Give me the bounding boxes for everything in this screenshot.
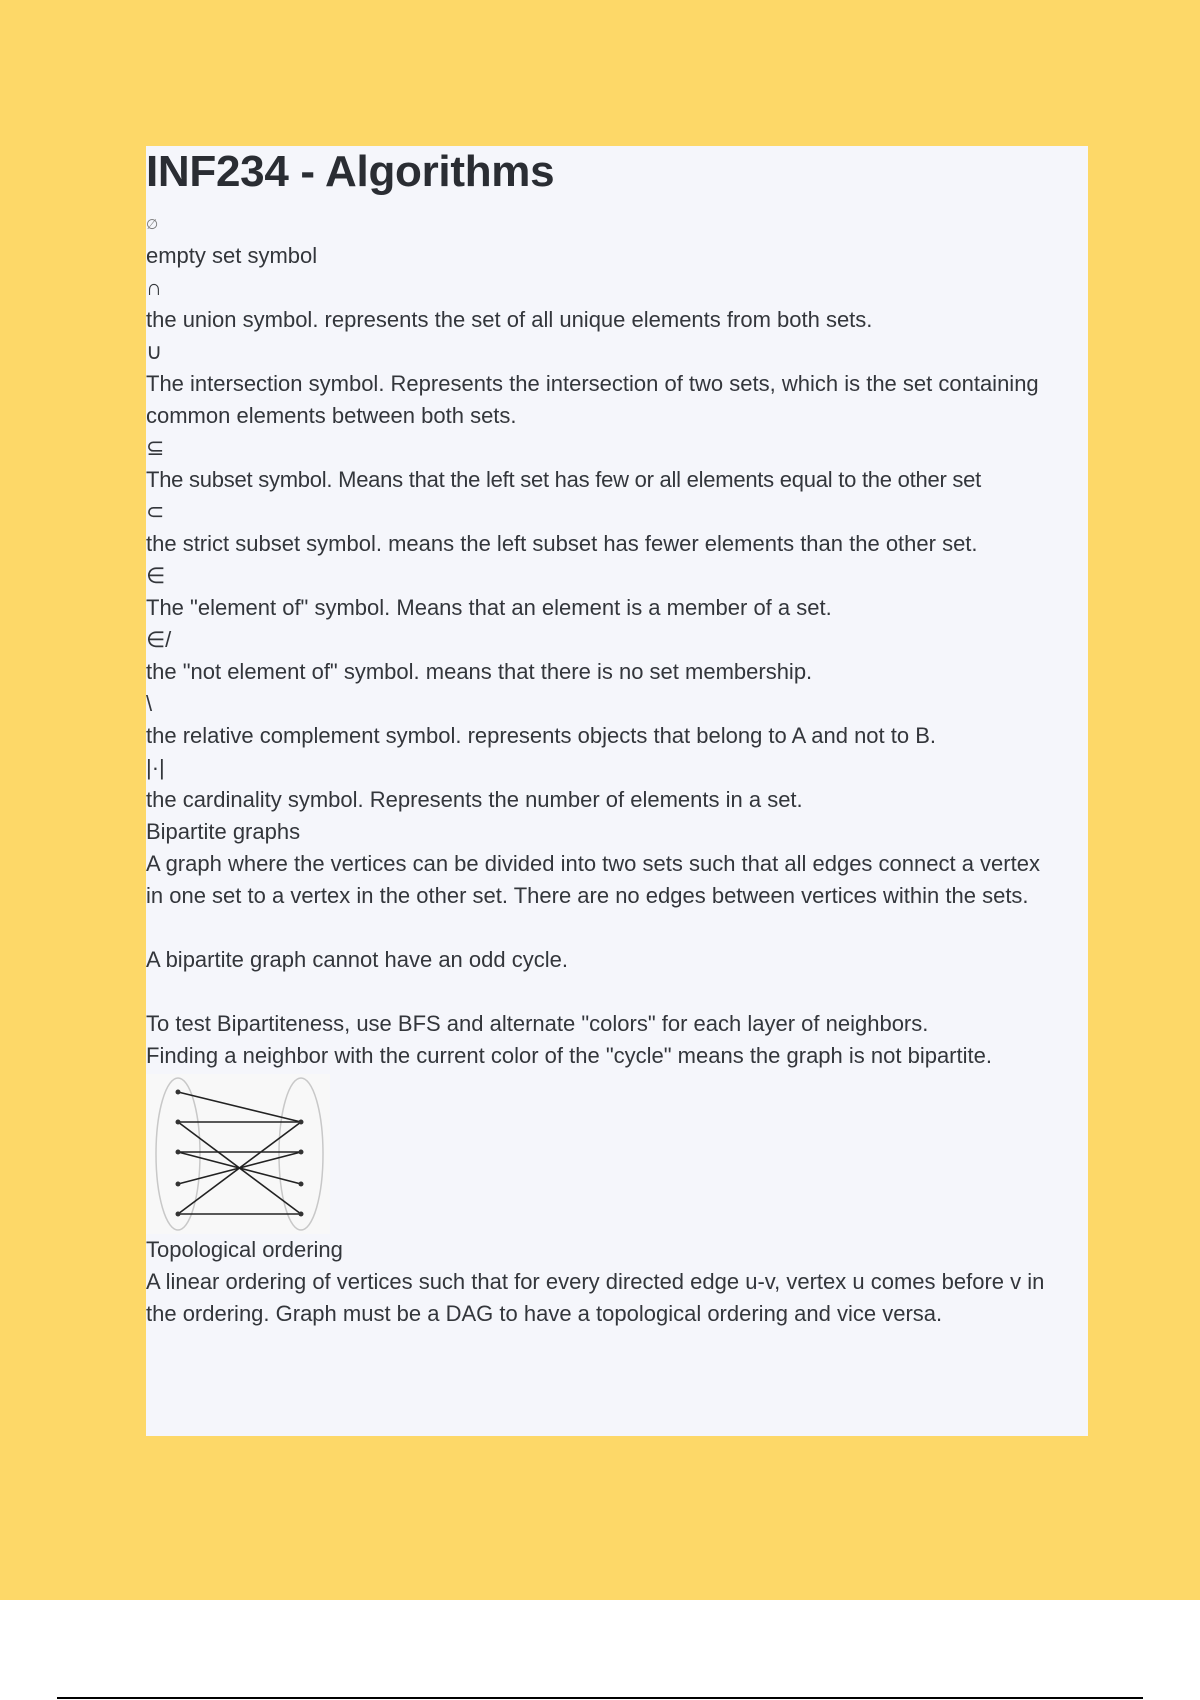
right-vertex xyxy=(299,1212,304,1217)
entry-symbol-relative-complement: \ xyxy=(146,691,153,716)
entry-text-element-of: The "element of" symbol. Means that an element is a member of a set. xyxy=(146,595,832,620)
right-vertex xyxy=(299,1182,304,1187)
right-vertex xyxy=(299,1150,304,1155)
entry-symbol-union: ∩ xyxy=(146,275,162,300)
entry-symbol-element-of: ∈ xyxy=(146,563,166,588)
entry-text-intersection: The intersection symbol. Represents the intersection of two sets, which is the set containing common elements between both sets. xyxy=(146,371,1039,428)
entry-symbol-subset: ⊆ xyxy=(146,435,165,460)
topological-definition: A linear ordering of vertices such that for every directed edge u-v, vertex u comes before v in the ordering. Graph must be a DAG to have a topological ordering and vice versa. xyxy=(146,1269,1045,1326)
spacer xyxy=(146,976,1088,1008)
graph-vertices xyxy=(176,1090,304,1217)
footer-divider xyxy=(57,1697,1143,1699)
right-vertex xyxy=(299,1120,304,1125)
entry-text-strict-subset: the strict subset symbol. means the left subset has fewer elements than the other set. xyxy=(146,531,978,556)
entry-text-relative-complement: the relative complement symbol. represents objects that belong to A and not to B. xyxy=(146,723,937,748)
entry-text-empty-set: empty set symbol xyxy=(146,243,318,268)
entry-text-union: the union symbol. represents the set of all unique elements from both sets. xyxy=(146,307,873,332)
bipartite-test-line-1: To test Bipartiteness, use BFS and alternate "colors" for each layer of neighbors. xyxy=(146,1011,929,1036)
left-vertex xyxy=(176,1120,181,1125)
left-vertex xyxy=(176,1212,181,1217)
symbol-entries xyxy=(146,208,1088,1330)
entry-text-not-element-of: the "not element of" symbol. means that there is no set membership. xyxy=(146,659,813,684)
entry-symbol-strict-subset: ⊂ xyxy=(146,499,165,524)
entry-symbol-cardinality: |·| xyxy=(146,755,165,780)
left-vertex xyxy=(176,1090,181,1095)
entry-text-cardinality: the cardinality symbol. Represents the number of elements in a set. xyxy=(146,787,803,812)
bipartite-definition: A graph where the vertices can be divided into two sets such that all edges connect a vertex in one set to a vertex in the other set. There are no edges between vertices within the sets. xyxy=(146,851,1040,908)
spacer xyxy=(146,912,1088,944)
document-card xyxy=(146,146,1088,1436)
entry-text-subset: The subset symbol. Means that the left set has few or all elements equal to the other set xyxy=(146,467,981,492)
bipartite-heading: Bipartite graphs xyxy=(146,819,301,844)
left-vertex xyxy=(176,1182,181,1187)
entry-symbol-intersection: ∪ xyxy=(146,339,163,364)
bipartite-graph-diagram xyxy=(146,1074,330,1234)
entry-symbol-not-element-of: ∈/ xyxy=(146,627,172,652)
left-vertex xyxy=(176,1150,181,1155)
bipartite-test-line-2: Finding a neighbor with the current color of the "cycle" means the graph is not bipartite. xyxy=(146,1043,992,1068)
bipartite-odd-cycle-note: A bipartite graph cannot have an odd cycle. xyxy=(146,947,568,972)
topological-heading: Topological ordering xyxy=(146,1237,343,1262)
page-title: INF234 - Algorithms xyxy=(146,147,555,196)
entry-symbol-empty-set: ∅ xyxy=(146,216,159,232)
bipartite-graph-figure xyxy=(146,1074,330,1234)
